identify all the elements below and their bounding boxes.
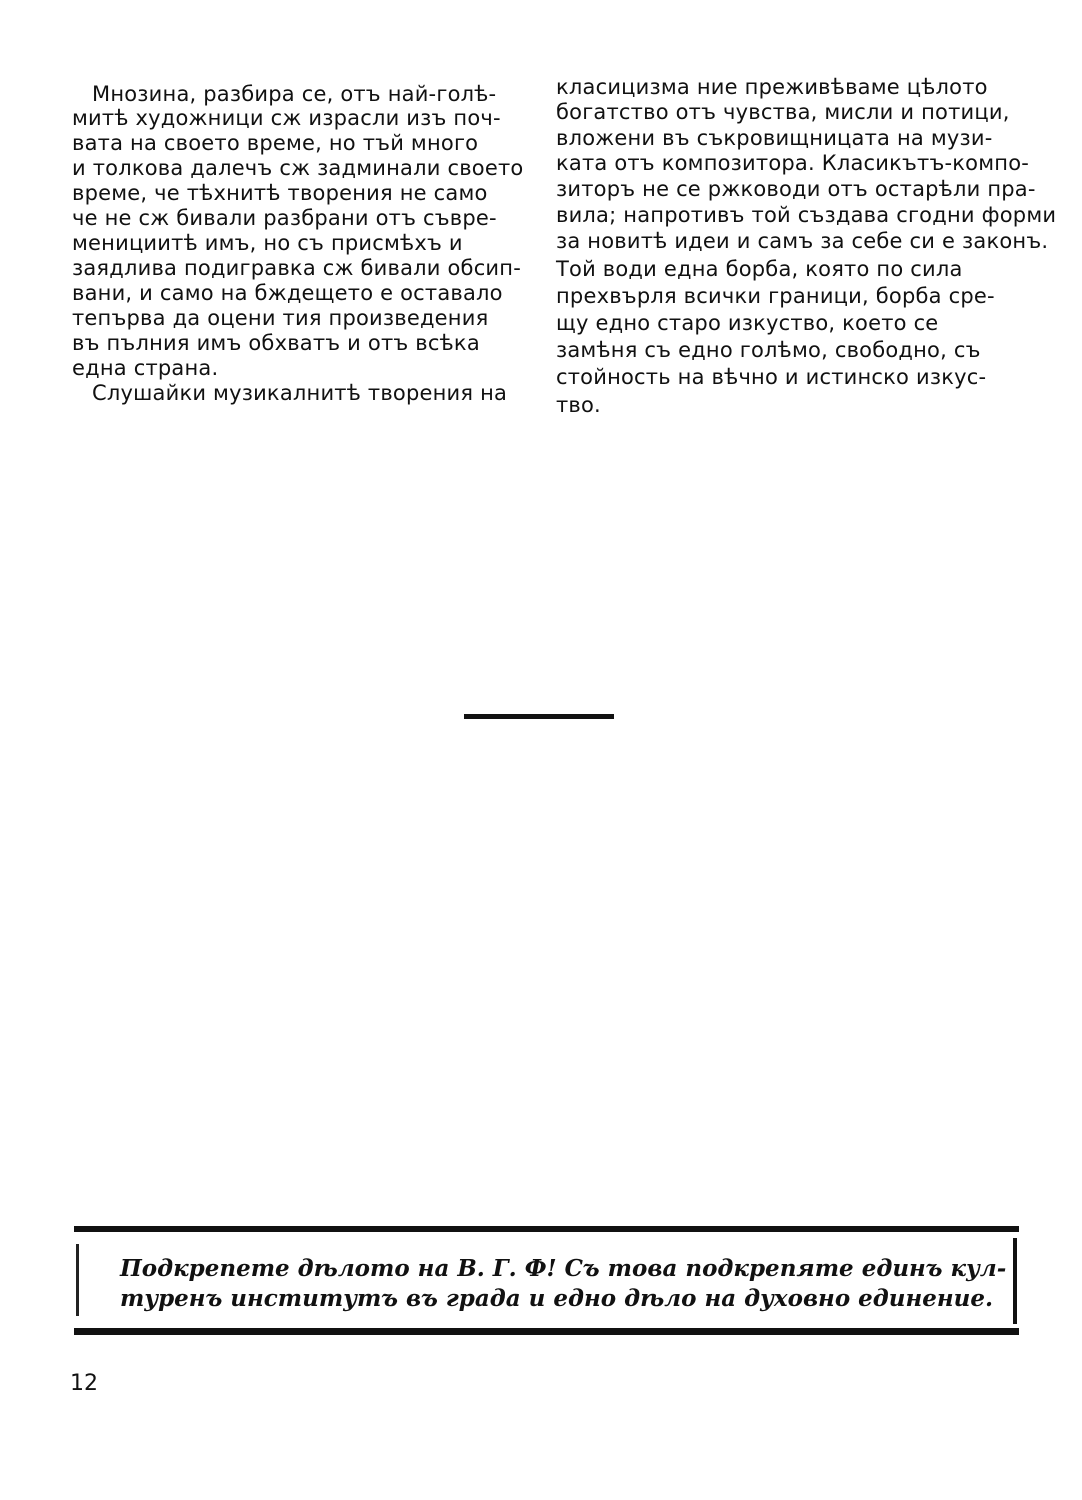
text-line: ката отъ композитора. Класикътъ-компо- — [556, 151, 1030, 175]
text-line: тво. — [556, 393, 601, 417]
text-line: вата на своето време, но тъй много — [72, 131, 479, 155]
text-line: за новитѣ идеи и самъ за себе си е законъ. — [556, 229, 1049, 253]
page-number: 12 — [70, 1371, 98, 1396]
text-line: прехвърля всички граници, борба сре- — [556, 284, 995, 308]
text-line: вани, и само на бждещето е оставало — [72, 281, 503, 305]
text-line: щу едно старо изкуство, което се — [556, 311, 939, 335]
notice-box-top-rule — [74, 1226, 1019, 1232]
text-line: Той води една борба, която по сила — [556, 257, 963, 281]
text-line: менициитѣ имъ, но съ присмѣхъ и — [72, 231, 463, 255]
text-line: митѣ художници сж израсли изъ поч- — [72, 106, 501, 130]
text-line: вила; напротивъ той създава сгодни форми — [556, 203, 1057, 227]
text-line: и толкова далечъ сж задминали своето — [72, 156, 524, 180]
text-line: замѣня съ едно голѣмо, свободно, съ — [556, 338, 981, 362]
notice-box-bottom-rule — [74, 1328, 1019, 1335]
text-line: вложени въ съкровищницата на музи- — [556, 126, 993, 150]
text-line: въ пълния имъ обхватъ и отъ всѣка — [72, 331, 480, 355]
text-line: класицизма ние преживѣваме цѣлото — [556, 75, 988, 99]
text-line: зиторъ не се ржководи отъ остарѣли пра- — [556, 177, 1036, 201]
text-line: заядлива подигравка сж бивали обсип- — [72, 256, 521, 280]
text-line: тепърва да оцени тия произведения — [72, 306, 489, 330]
text-line: стойность на вѣчно и истинско изкус- — [556, 365, 987, 389]
text-line: една страна. — [72, 356, 219, 380]
notice-box-right-rule — [1013, 1238, 1017, 1324]
text-line: че не сж бивали разбрани отъ съвре- — [72, 206, 497, 230]
text-line: богатство отъ чувства, мисли и потици, — [556, 100, 1010, 124]
text-line: Слушайки музикалнитѣ творения на — [92, 381, 508, 405]
notice-text-line: Подкрепете дѣлото на В. Г. Ф! Съ това подкрепяте единъ кул- — [120, 1255, 1007, 1282]
text-line: време, че тѣхнитѣ творения не само — [72, 181, 488, 205]
notice-box-left-rule — [76, 1244, 79, 1316]
notice-text-line: туренъ институтъ въ града и едно дѣло на духовно единение. — [120, 1285, 994, 1312]
text-line: Мнозина, разбира се, отъ най-голѣ- — [92, 82, 497, 106]
section-divider — [464, 714, 614, 719]
